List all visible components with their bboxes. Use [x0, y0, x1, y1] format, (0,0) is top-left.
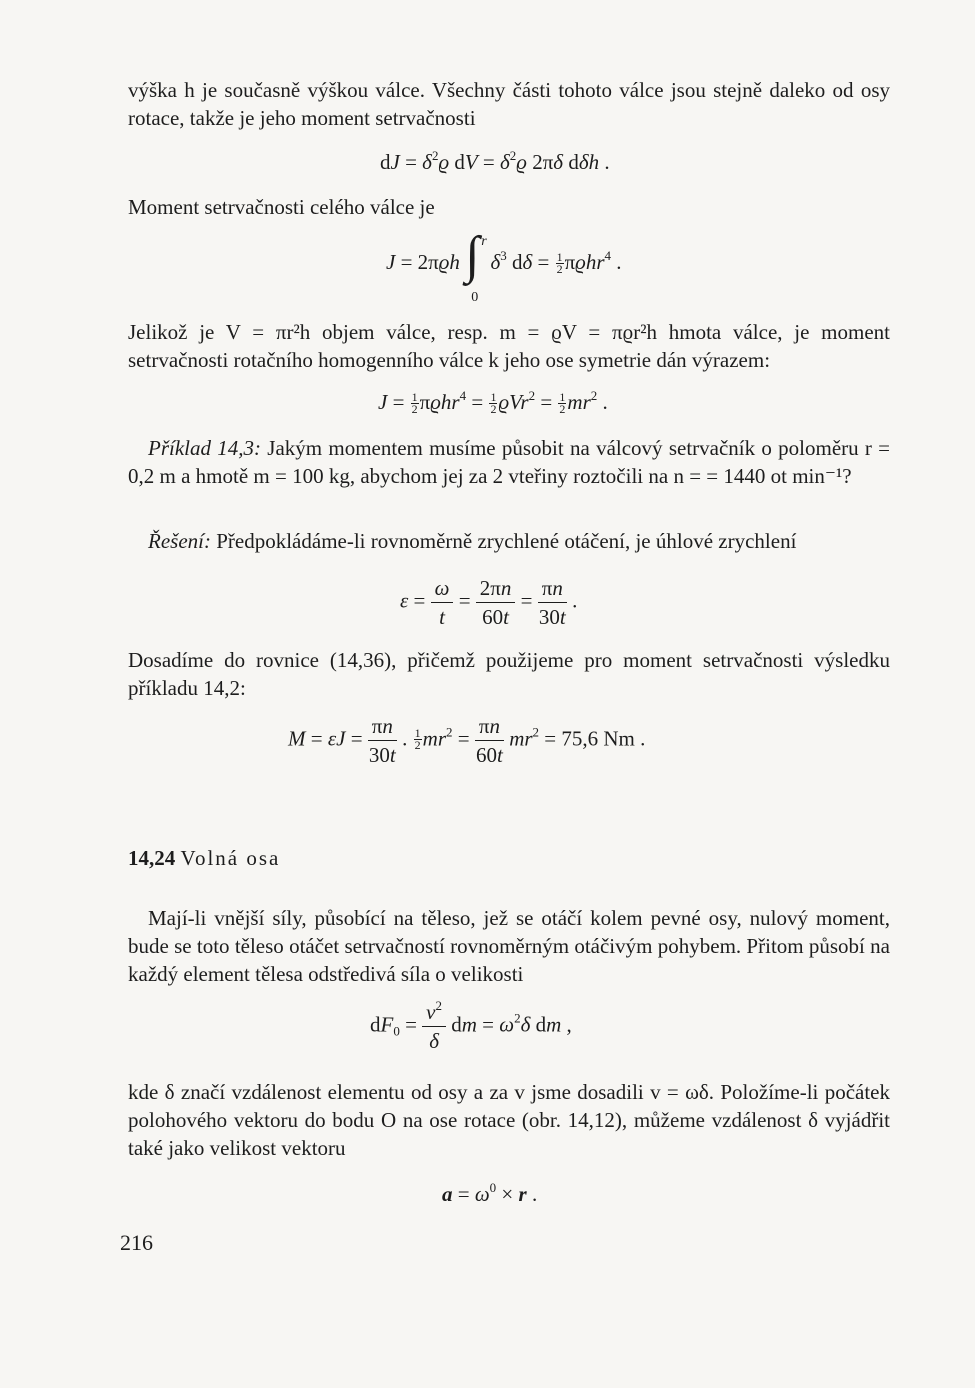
section-number: 14,24: [128, 846, 176, 870]
integral-sign: ∫ r 0: [465, 227, 487, 305]
section-title: Volná osa: [180, 846, 281, 870]
equation-integral: J = 2πϱh ∫ r 0 $\delta^3$ dδ = $\frac{1}{2}$ πϱhr$^4$ .: [386, 227, 622, 305]
example-text: Jakým momentem musíme působit na válcový setrvačník o poloměru r = 0,2 m a hmotě m = 100 kg, abychom jej za 2 vteřiny roztočili na n = = 1440 ot min⁻¹?: [128, 436, 891, 488]
example-label: Příklad 14,3:: [148, 436, 261, 460]
solution-text: Předpokládáme-li rovnoměrně zrychlené otáčení, je úhlové zrychlení: [216, 529, 797, 553]
section-heading: [128, 846, 280, 871]
paragraph-intro: výška h je současně výškou válce. Všechny části tohoto válce jsou stejně daleko od osy rotace, takže je jeho moment setrvačnosti: [128, 78, 890, 130]
paragraph-distance: kde δ značí vzdálenost elementu od osy a za v jsme dosadili v = ωδ. Položíme-li počátek polohového vektoru do bodu O na ose rotace (obr. 14,12), můžeme vzdálenost δ vyjádřit také jako velikost vektoru: [128, 1080, 890, 1160]
equation-dj: dJ = $\delta^2ϱ$ dV = $\delta^2ϱ$ 2πδ dδh .: [380, 148, 610, 174]
equation-epsilon: ε = $\frac{\omega}{t}$ = $\frac{2\pi n}{60t}$ = $\frac{\pi n}{30t}$ .: [400, 576, 578, 629]
equation-j-final: J = $\frac{1}{2}$ πϱhr$^4$ = $\frac{1}{2}$ ϱVr$^2$ = $\frac{1}{2}$ $mr^2$ .: [378, 388, 608, 416]
paragraph-volume: Jelikož je V = πr²h objem válce, resp. m = ϱV = πϱr²h hmota válce, je moment setrvačnosti rotačního homogenního válce k jeho ose symetrie dán výrazem:: [128, 320, 890, 372]
paragraph-moment-label: Moment setrvačnosti celého válce je: [128, 195, 435, 219]
page-number: 216: [120, 1230, 153, 1255]
example-paragraph: [128, 434, 890, 490]
equation-moment: M = εJ = $\frac{\pi n}{30t}$ . $\frac{1}{2}$ $mr^2$ = $\frac{\pi n}{60t}$ $mr^2 = 75,6$ Nm .: [288, 714, 646, 767]
solution-paragraph: [128, 527, 890, 555]
paragraph-substitute: Dosadíme do rovnice (14,36), přičemž použijeme pro moment setrvačnosti výsledku příkladu 14,2:: [128, 648, 890, 700]
solution-label: Řešení:: [148, 529, 211, 553]
paragraph-free-axis: Mají-li vnější síly, působící na těleso, jež se otáčí kolem pevné osy, nulový moment, bude se toto těleso otáčet setrvačností rovnoměrným otáčivým pohybem. Přitom působí na každý element tělesa odstředivá síla o velikosti: [128, 906, 890, 986]
equation-vector: $a = \omega^0 \times r$ .: [442, 1180, 538, 1206]
equation-centrifugal: $dF_0$ = $\frac{v^2}{\delta}$ dm = $\omega^2\delta$ dm ,: [370, 998, 572, 1053]
